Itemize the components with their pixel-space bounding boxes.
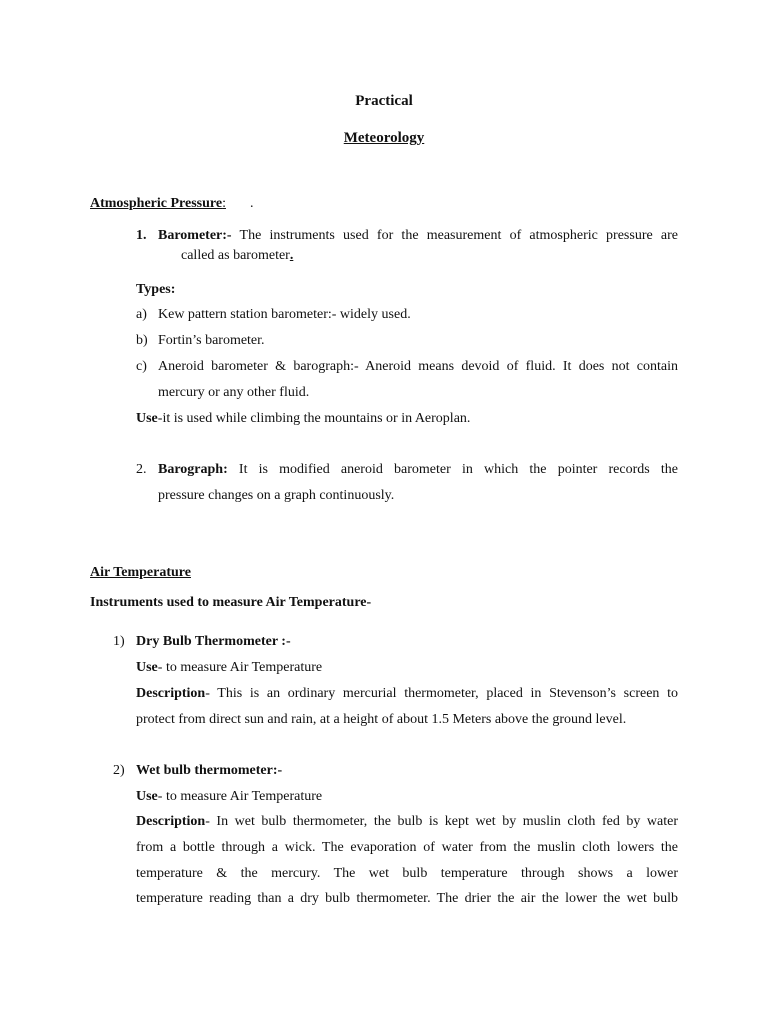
type-text: Fortin’s barometer. xyxy=(158,333,265,348)
type-text-continued: mercury or any other fluid. xyxy=(158,385,310,400)
use-text: - to measure Air Temperature xyxy=(157,789,323,804)
use-text: - to measure Air Temperature xyxy=(157,660,323,675)
list-number: 2. xyxy=(136,462,147,477)
item-description-line xyxy=(136,814,678,830)
types-label: Types: xyxy=(136,282,176,297)
page-title: Practical xyxy=(355,93,413,109)
use-line xyxy=(136,411,470,427)
barograph-label: Barograph: xyxy=(158,462,228,477)
barometer-line-1 xyxy=(158,228,678,244)
list-number: 1. xyxy=(136,228,147,243)
item-title: Wet bulb thermometer:- xyxy=(136,763,283,778)
barometer-text-2-end: . xyxy=(289,248,294,263)
barometer-label: Barometer:- xyxy=(158,228,232,243)
use-text: -it is used while climbing the mountains or in Aeroplan. xyxy=(157,411,471,426)
item-description-line: temperature & the mercury. The wet bulb temperature through shows a lower xyxy=(136,866,678,881)
item-description-line: protect from direct sun and rain, at a height of about 1.5 Meters above the ground level. xyxy=(136,712,627,727)
description-label: Description xyxy=(136,814,206,829)
item-description-line xyxy=(136,686,678,702)
description-text: - In wet bulb thermometer, the bulb is kept wet by muslin cloth fed by water xyxy=(205,814,678,829)
item-description-line: from a bottle through a wick. The evaporation of water from the muslin cloth lowers the xyxy=(136,840,678,855)
barometer-line-2 xyxy=(181,248,293,264)
type-marker: c) xyxy=(136,359,147,374)
list-number: 2) xyxy=(113,763,125,778)
use-label: Use xyxy=(136,411,158,426)
description-text: - This is an ordinary mercurial thermometer, placed in Stevenson’s screen to xyxy=(205,686,678,701)
barograph-text-1: It is modified aneroid barometer in which the pointer records the xyxy=(227,462,678,477)
section-subheading: Instruments used to measure Air Temperature- xyxy=(90,595,372,610)
heading-text: Atmospheric Pressure xyxy=(90,196,223,211)
section-heading-air-temperature: Air Temperature xyxy=(90,565,191,580)
item-use xyxy=(136,789,322,805)
section-heading-atmospheric-pressure xyxy=(90,196,253,212)
barometer-text-2: called as barometer xyxy=(181,248,290,263)
type-text: Aneroid barometer & barograph:- Aneroid means devoid of fluid. It does not contain xyxy=(158,359,678,374)
barograph-line-1 xyxy=(158,462,678,478)
use-label: Use xyxy=(136,660,158,675)
heading-dot: . xyxy=(249,196,254,211)
list-number: 1) xyxy=(113,634,125,649)
barograph-line-2: pressure changes on a graph continuously. xyxy=(158,488,395,503)
description-label: Description xyxy=(136,686,206,701)
type-marker: b) xyxy=(136,333,148,348)
type-text: Kew pattern station barometer:- widely used. xyxy=(158,307,411,322)
type-marker: a) xyxy=(136,307,147,322)
item-title: Dry Bulb Thermometer :- xyxy=(136,634,291,649)
item-description-line: temperature reading than a dry bulb thermometer. The drier the air the lower the wet bulb xyxy=(136,891,678,906)
use-label: Use xyxy=(136,789,158,804)
barometer-text-1: The instruments used for the measurement of atmospheric pressure are xyxy=(231,228,678,243)
heading-colon: : xyxy=(222,196,226,211)
item-use xyxy=(136,660,322,676)
page-subtitle: Meteorology xyxy=(343,130,425,146)
